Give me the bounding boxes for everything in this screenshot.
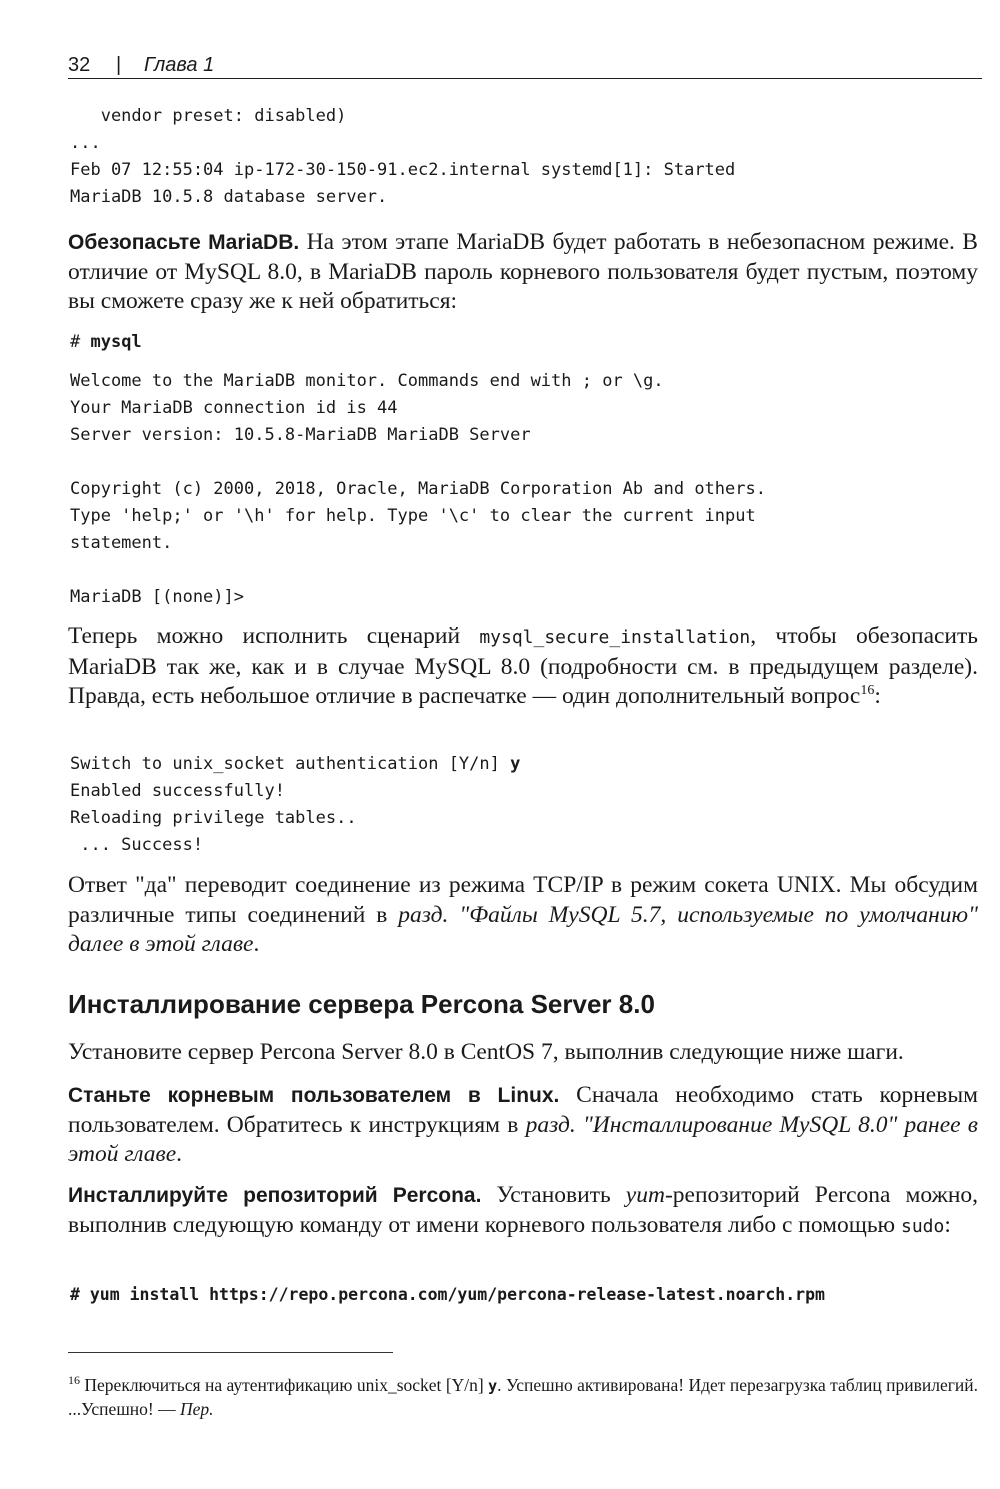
footnote-number: 16: [68, 1373, 80, 1388]
code-line: vendor preset: disabled): [70, 106, 347, 126]
paragraph-secure-installation: [68, 622, 978, 712]
paragraph-secure-mariadb: [68, 228, 978, 317]
code-line: ...: [70, 133, 101, 153]
code-line: Server version: 10.5.8-MariaDB MariaDB Server: [70, 425, 531, 445]
code-line: MariaDB [(none)]>: [70, 587, 244, 607]
code-answer: y: [510, 754, 521, 774]
chapter-title: Глава 1: [144, 54, 215, 76]
header-rule: [68, 78, 982, 79]
code-block-mariadb-monitor: [70, 368, 980, 611]
code-line: Feb 07 12:55:04 ip-172-30-150-91.ec2.internal systemd[1]: Started: [70, 160, 736, 180]
paragraph-lead: Станьте корневым пользователем в Linux.: [68, 1084, 560, 1107]
paragraph-text: .: [176, 1141, 183, 1167]
footnote-reference[interactable]: 16: [860, 683, 875, 699]
paragraph-answer-yes: [68, 871, 978, 960]
code-line: Copyright (c) 2000, 2018, Oracle, MariaDB Corporation Ab and others.: [70, 479, 766, 499]
footnote-text: Переключиться на аутентификацию unix_socket [Y/n]: [80, 1375, 489, 1395]
paragraph-lead: Инсталлируйте репозиторий Percona.: [68, 1184, 482, 1207]
command-text: mysql: [90, 332, 142, 352]
paragraph-text: .: [253, 931, 260, 957]
paragraph-text: Ответ "да" переводит соединение из режима TCP/IP в режим сокета UNIX. Мы обсудим различные типы соединений в: [68, 872, 978, 928]
cross-reference: разд. "Инсталлирование MySQL 8.0" ранее в этой главе: [68, 1111, 978, 1167]
code-line: MariaDB 10.5.8 database server.: [70, 187, 388, 207]
footnote-rule: [68, 1352, 393, 1353]
paragraph-text: :: [944, 1211, 951, 1238]
paragraph-text: На этом этапе MariaDB будет работать в небезопасном режиме. В отличие от MySQL 8.0, в MariaDB пароль корневого пользователя будет пустым, поэтому вы сможете сразу же к ней обратиться:: [68, 229, 978, 314]
code-line: Enabled successfully!: [70, 781, 285, 801]
code-line: Switch to unix_socket authentication [Y/n]: [70, 754, 511, 774]
footnote-code: y: [488, 1377, 498, 1395]
paragraph-text: Теперь можно исполнить сценарий: [68, 623, 480, 649]
page-number: 32: [68, 54, 91, 76]
code-line: Welcome to the MariaDB monitor. Commands end with ; or \g.: [70, 371, 664, 391]
inline-code: sudo: [901, 1215, 945, 1237]
paragraph-text: -репозиторий Percona можно, выполнив следующую команду от имени корневого пользователя либо с помощью: [68, 1182, 979, 1238]
command-yum-install: [70, 1281, 980, 1308]
footnote-translator-note: Пер.: [179, 1399, 214, 1419]
paragraph-text: Сначала необходимо стать корневым пользователем. Обратитесь к инструкциям в: [68, 1082, 978, 1138]
code-block-systemd-output: [70, 103, 980, 211]
paragraph-text: :: [874, 683, 881, 709]
paragraph-lead: Обезопасьте MariaDB.: [68, 231, 300, 254]
paragraph-text: , чтобы обезопасить MariaDB так же, как и в случае MySQL 8.0 (подробности см. в предыдущем разделе). Правда, есть небольшое отличие в распечатке — один дополнительный вопрос: [68, 623, 978, 709]
paragraph-install-percona: [68, 1038, 978, 1068]
code-block-unix-socket: [70, 751, 980, 859]
paragraph-install-repo: [68, 1181, 978, 1241]
code-line: statement.: [70, 533, 173, 553]
code-line: Your MariaDB connection id is 44: [70, 398, 398, 418]
code-line: ... Success!: [70, 835, 204, 855]
paragraph-text: Установите сервер Percona Server 8.0 в CentOS 7, выполнив следующие ниже шаги.: [68, 1039, 904, 1065]
paragraph-text: Установить: [481, 1182, 626, 1208]
running-header: [68, 50, 982, 80]
italic-term: yum: [625, 1182, 665, 1208]
paragraph-become-root: [68, 1081, 978, 1170]
code-line: Reloading privilege tables..: [70, 808, 357, 828]
header-separator: |: [116, 54, 122, 76]
footnote-text: . Успешно активирована! Идет перезагрузка таблиц привилегий. ...Успешно! —: [68, 1375, 978, 1419]
cross-reference: разд. "Файлы MySQL 5.7, используемые по умолчанию" далее в этой главе: [68, 901, 978, 957]
inline-code: mysql_secure_installation: [479, 627, 751, 648]
footnote: [68, 1374, 978, 1421]
command-mysql: [70, 329, 980, 356]
command-prompt: #: [70, 332, 91, 352]
command-text: # yum install https://repo.percona.com/yum/percona-release-latest.noarch.rpm: [70, 1285, 825, 1304]
code-line: Type 'help;' or '\h' for help. Type '\c' to clear the current input: [70, 506, 756, 526]
section-heading: Инсталлирование сервера Percona Server 8.0: [68, 989, 655, 1019]
